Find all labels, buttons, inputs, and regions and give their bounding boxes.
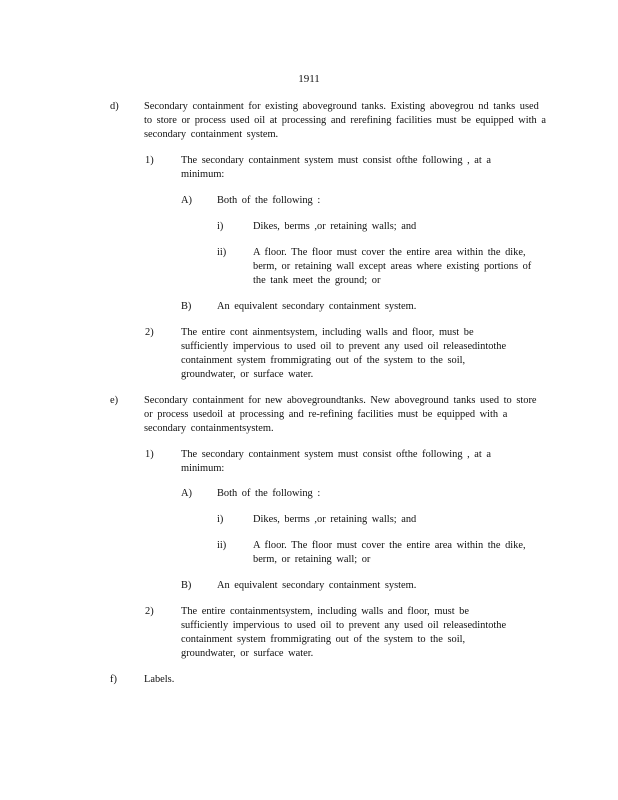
section-f-text: Labels.: [144, 674, 175, 685]
section-d-label: d): [110, 101, 119, 112]
section-e-item-1-A-ii-label: ii): [217, 540, 227, 551]
section-d-item-1-A-text: Both of the following :: [217, 195, 321, 206]
section-d-item-2-label: 2): [145, 327, 154, 338]
section-f-label: f): [110, 674, 117, 685]
section-e-item-2-text: The entire containmentsystem, including walls and floor, must be sufficiently impervious to used oil to prevent any used oil releasedintothe containment system frommigrating out of the system to the soil, groundwater, or surface water.: [181, 606, 507, 659]
section-d-item-1-A-i-label: i): [217, 221, 224, 232]
section-e-label: e): [110, 395, 119, 406]
section-e-text: Secondary containment for new abovegroundtanks. New aboveground tanks used to store or process usedoil at processing and re-refining facilities must be equipped with a secondary containmentsystem.: [144, 395, 537, 434]
section-d-item-1-A-ii-label: ii): [217, 247, 227, 258]
section-e-item-1-A-i-text: Dikes, berms ,or retaining walls; and: [253, 514, 417, 525]
section-d-item-1-A-label: A): [181, 195, 192, 206]
section-d-item-1-B-text: An equivalent secondary containment system.: [217, 301, 417, 312]
section-d-item-1-A-i-text: Dikes, berms ,or retaining walls; and: [253, 221, 417, 232]
section-e-item-1-A-label: A): [181, 488, 192, 499]
section-e-item-1-label: 1): [145, 449, 154, 460]
section-e-item-1-A-text: Both of the following :: [217, 488, 321, 499]
section-e-item-1-text: The secondary containment system must consist ofthe following , at a minimum:: [181, 449, 492, 474]
section-e-item-1-A-i-label: i): [217, 514, 224, 525]
section-d-item-1-A-ii-text: A floor. The floor must cover the entire area within the dike, berm, or retaining wall except areas where existing portions of the tank meet the ground; or: [253, 247, 532, 286]
section-e-item-2-label: 2): [145, 606, 154, 617]
section-d-item-1-label: 1): [145, 155, 154, 166]
section-e-item-1-B-label: B): [181, 580, 192, 591]
section-e-item-1-A-ii-text: A floor. The floor must cover the entire area within the dike, berm, or retaining wall; or: [253, 540, 526, 565]
page-number: 1911: [298, 73, 320, 85]
section-d-item-1-text: The secondary containment system must consist ofthe following , at a minimum:: [181, 155, 492, 180]
section-d-item-1-B-label: B): [181, 301, 192, 312]
section-e-item-1-B-text: An equivalent secondary containment system.: [217, 580, 417, 591]
section-d-item-2-text: The entire cont ainmentsystem, including walls and floor, must be sufficiently impervious to used oil to prevent any used oil releasedintothe containment system frommigrating out of the system to the soil, groundwater, or surface water.: [181, 327, 507, 380]
section-d-text: Secondary containment for existing aboveground tanks. Existing abovegrou nd tanks used to store or process used oil at processing and rerefining facilities must be equipped with a secondary containment system.: [144, 101, 546, 140]
